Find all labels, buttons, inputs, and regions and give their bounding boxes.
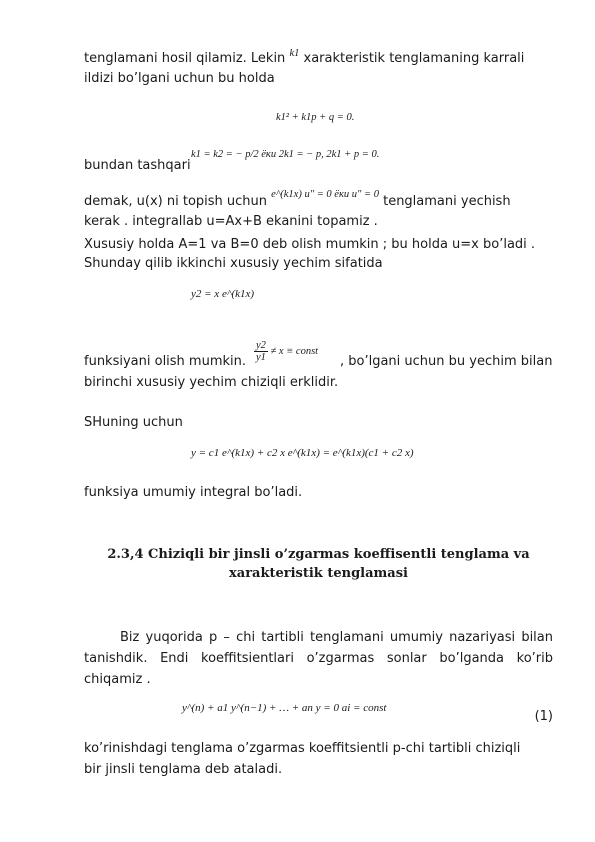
fraction-denominator: y1 (256, 352, 266, 363)
equation-characteristic: k1² + k1p + q = 0. (276, 112, 355, 123)
equation-u-ode: e^(k1x) u″ = 0 ёки u″ = 0 (271, 189, 379, 200)
text-line: Shunday qilib ikkinchi xususiy yechim sifatida (84, 256, 383, 271)
fraction (254, 340, 268, 363)
heading-line: xarakteristik tenglamasi (229, 566, 408, 581)
text-line: birinchi xususiy yechim chiziqli erklidir. (84, 375, 339, 390)
text-span: demak, u(x) ni topish uchun (84, 194, 268, 209)
heading-line: 2.3,4 Chiziqli bir jinsli o’zgarmas koeffisentli tenglama va (107, 547, 530, 562)
text-line: ildizi bo’lgani uchun bu holda (84, 71, 275, 86)
text-line: ko’rinishdagi tenglama o’zgarmas koeffitsientli p-chi tartibli chiziqli (84, 741, 521, 756)
text-line: bir jinsli tenglama deb ataladi. (84, 762, 283, 777)
equation-general-solution: y = c1 e^(k1x) + c2 x e^(k1x) = e^(k1x)(c1 + c2 x) (191, 447, 414, 459)
inline-formula: k1 (289, 48, 300, 59)
text-line: funksiya umumiy integral bo’ladi. (84, 485, 303, 500)
text-span: tenglamani yechish (383, 194, 511, 209)
equation-roots: k1 = k2 = − p/2 ёки 2k1 = − p, 2k1 + p = 0. (191, 149, 380, 160)
text-line: SHuning uchun (84, 415, 183, 430)
text-line: kerak . integrallab u=Ax+B ekanini topamiz . (84, 214, 378, 229)
paragraph: Biz yuqorida p – chi tartibli tenglamani umumiy nazariyasi bilan tanishdik. Endi koeffitsientlari o’zgarmas sonlar bo’lganda ko’rib chiqamiz . (84, 630, 553, 687)
text-line: , bo’lgani uchun bu yechim bilan (340, 354, 553, 369)
text-line: funksiyani olish mumkin. (84, 354, 247, 369)
text-line (84, 48, 525, 66)
ratio-rest: ≠ x ≡ const (270, 345, 319, 357)
section-heading (84, 545, 553, 583)
equation-y2: y2 = x e^(k1x) (191, 288, 255, 300)
fraction-numerator: y2 (256, 340, 266, 351)
text-line (84, 189, 511, 209)
text-line: Xususiy holda A=1 va B=0 deb olish mumkin ; bu holda u=x bo’ladi . (84, 237, 536, 252)
equation-ratio (254, 340, 318, 363)
equation-nth-order: y^(n) + a1 y^(n−1) + … + an y = 0 ai = const (182, 702, 387, 714)
text-line: bundan tashqari (84, 158, 191, 173)
equation-number: (1) (534, 709, 553, 724)
text-span: xarakteristik tenglamaning karrali (303, 51, 525, 66)
text-span: tenglamani hosil qilamiz. Lekin (84, 51, 286, 66)
